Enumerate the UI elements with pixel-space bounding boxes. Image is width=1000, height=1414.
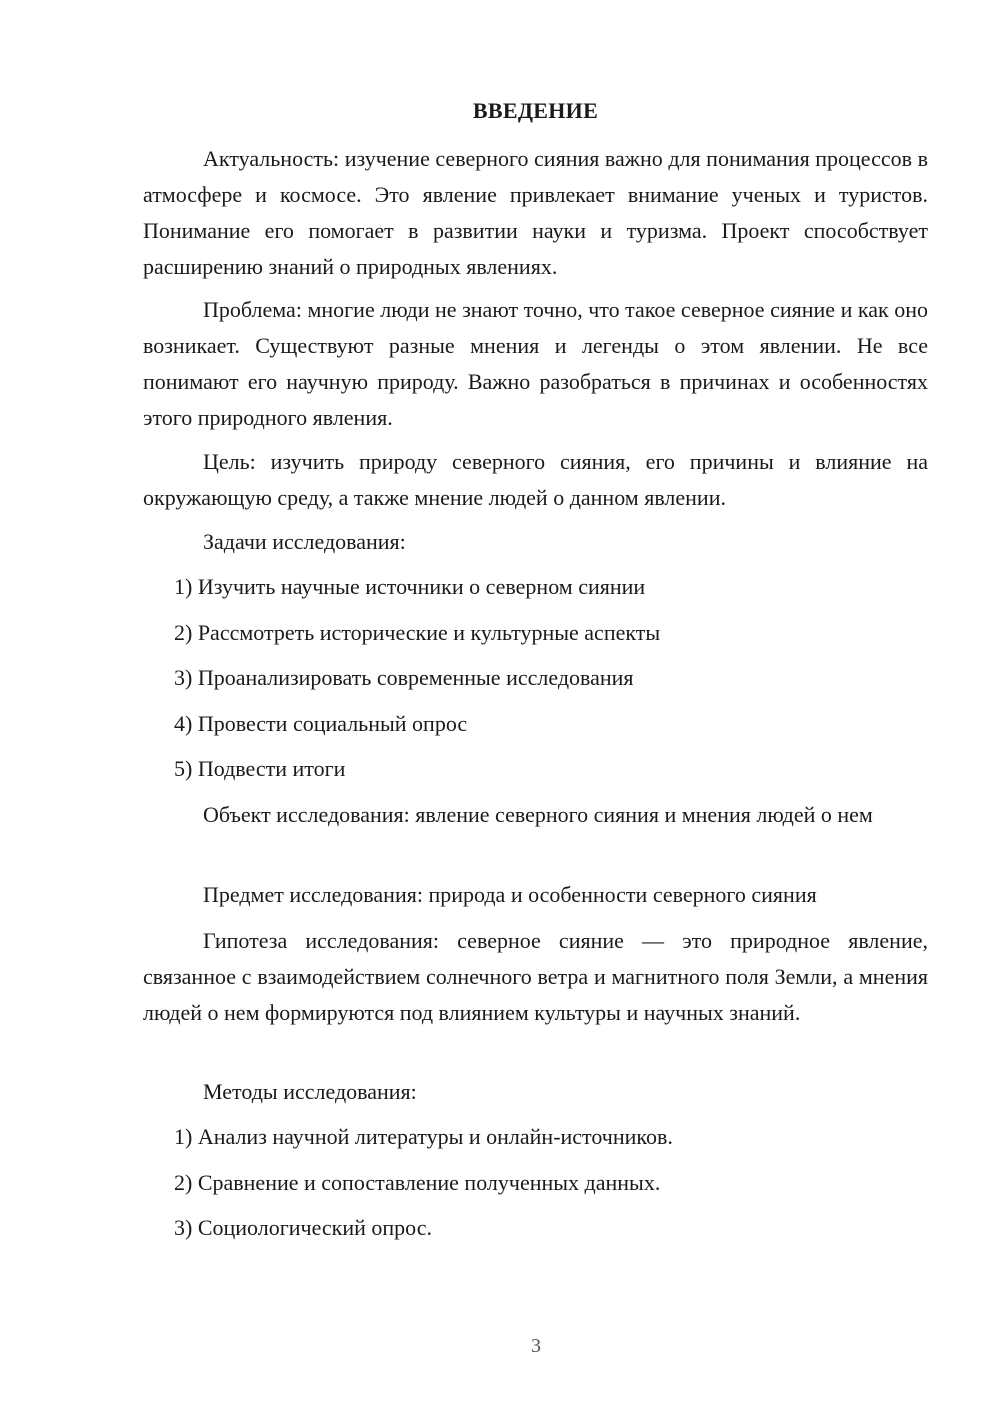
goal-paragraph: Цель: изучить природу северного сияния, его причины и влияние на окружающую среду, а также мнение людей о данном явлении.: [143, 449, 928, 510]
hypothesis-paragraph: Гипотеза исследования: северное сияние — это природное явление, связанное с взаимодействием солнечного ветра и магнитного поля Земли, а мнения людей о нем формируются под влиянием культуры и научных знаний.: [143, 928, 928, 1025]
task-item: 1) Изучить научные источники о северном сиянии: [174, 574, 646, 599]
relevance-paragraph: Актуальность: изучение северного сияния важно для понимания процессов в атмосфере и космосе. Это явление привлекает внимание ученых и туристов. Понимание его помогает в развитии науки и туризма. Проект способствует расширению знаний о природных явлениях.: [143, 146, 928, 279]
subject-paragraph: Предмет исследования: природа и особенности северного сияния: [203, 882, 817, 907]
tasks-title: Задачи исследования:: [203, 529, 406, 554]
method-item: 3) Социологический опрос.: [174, 1215, 432, 1240]
task-item: 2) Рассмотреть исторические и культурные аспекты: [174, 620, 661, 645]
task-item: 5) Подвести итоги: [174, 756, 346, 781]
problem-paragraph: Проблема: многие люди не знают точно, что такое северное сияние и как оно возникает. Существуют разные мнения и легенды о этом явлении. Не все понимают его научную природу. Важно разобраться в причинах и особенностях этого природного явления.: [143, 297, 928, 430]
method-item: 1) Анализ научной литературы и онлайн-источников.: [174, 1124, 673, 1149]
methods-title: Методы исследования:: [203, 1079, 417, 1104]
page-number: 3: [531, 1335, 541, 1357]
object-paragraph: Объект исследования: явление северного сияния и мнения людей о нем: [203, 802, 873, 827]
task-item: 3) Проанализировать современные исследования: [174, 665, 634, 690]
task-item: 4) Провести социальный опрос: [174, 711, 468, 736]
section-heading: ВВЕДЕНИЕ: [472, 98, 599, 123]
method-item: 2) Сравнение и сопоставление полученных данных.: [174, 1170, 661, 1195]
